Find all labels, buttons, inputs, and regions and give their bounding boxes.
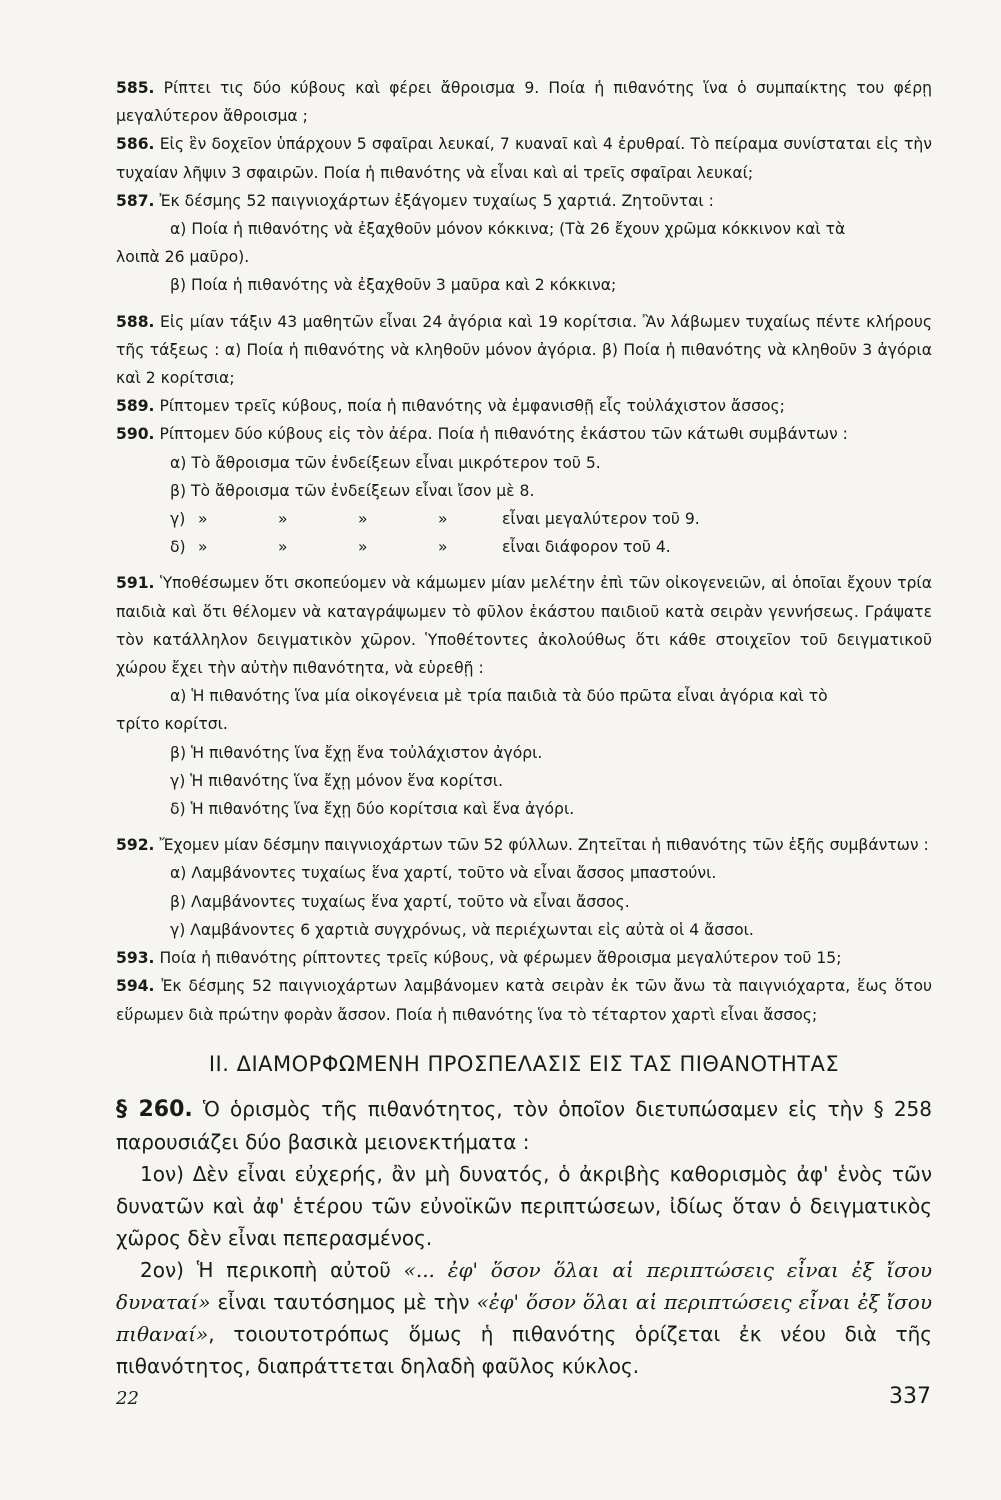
exercise-592-c: γ) Λαμβάνοντες 6 χαρτιὰ συγχρόνως, νὰ περιέχωνται εἰς αὐτὰ οἱ 4 ἄσσοι. <box>170 920 754 939</box>
exercise-591-b: β) Ἡ πιθανότης ἵνα ἔχῃ ἕνα τοὐλάχιστον ἀγόρι. <box>170 743 543 762</box>
exercise-588 <box>116 308 932 393</box>
exercise-number: 586. <box>116 135 155 154</box>
exercise-591-c: γ) Ἡ πιθανότης ἵνα ἔχῃ μόνον ἕνα κορίτσι. <box>170 771 504 790</box>
paragraph-text: 2ον) Ἡ περικοπὴ αὐτοῦ <box>140 1257 391 1282</box>
quote-italic: «... ἐφ' ὅσον ὅλαι αἱ περιπτώσεις εἶναι ἐξ ἴσου δυναταί» <box>116 1257 932 1314</box>
exercise-number: 585. <box>116 79 155 97</box>
exercise-591-d: δ) Ἡ πιθανότης ἵνα ἔχῃ δύο κορίτσια καὶ ἕνα ἀγόρι. <box>170 800 575 819</box>
text-column <box>116 74 932 1382</box>
exercise-text: Ἔχομεν μίαν δέσμην παιγνιοχάρτων τῶν 52 φύλλων. Ζητεῖται ἡ πιθανότης τῶν ἑξῆς συμβάντων : <box>159 836 929 855</box>
ditto-mark: » <box>278 510 288 529</box>
exercise-text: Ρίπτομεν δύο κύβους εἰς τὸν ἀέρα. Ποία ἡ πιθανότης ἑκάστου τῶν κάτωθι συμβάντων : <box>159 425 848 444</box>
exercise-number: 587. <box>116 191 155 210</box>
exercise-number: 588. <box>116 312 155 331</box>
exercise-589 <box>116 392 932 420</box>
exercise-number: 594. <box>116 977 155 996</box>
exercise-number: 589. <box>116 397 155 416</box>
exercise-text: Ὑποθέσωμεν ὅτι σκοπεύομεν νὰ κάμωμεν μίαν μελέτην ἐπὶ τῶν οἰκογενειῶν, αἱ ὁποῖαι ἔχουν τρία παιδιὰ καὶ ὅτι θέλομεν νὰ καταγράψωμεν τὸ φῦλον ἑκάστου παιδιοῦ κατὰ σειρὰν γεννήσεως. Γράψατε τὸν κατάλληλον δειγματικὸν χῶρον. Ὑποθέτοντες ἀκολούθως ὅτι κάθε στοιχεῖον τοῦ δειγματικοῦ χώρου ἔχει τὴν αὐτὴν πιθανότητα, νὰ εὑρεθῇ : <box>116 574 932 678</box>
exercise-text: Εἰς μίαν τάξιν 43 μαθητῶν εἶναι 24 ἀγόρια καὶ 19 κορίτσια. Ἂν λάβωμεν τυχαίως πέντε κλήρους τῆς τάξεως : α) Ποία ἡ πιθανότης νὰ κληθοῦν μόνον ἀγόρια. β) Ποία ἡ πιθανότης νὰ κληθοῦν 3 ἀγόρια καὶ 2 κορίτσια; <box>116 312 932 388</box>
item-text: εἶναι μεγαλύτερον τοῦ 9. <box>502 510 700 529</box>
ditto-mark: » <box>438 538 448 557</box>
item-label: γ) <box>170 510 186 529</box>
exercise-587 <box>116 187 932 215</box>
ditto-mark: » <box>358 510 368 529</box>
exercise-590 <box>116 420 932 448</box>
exercise-587-b: β) Ποία ἡ πιθανότης νὰ ἐξαχθοῦν 3 μαῦρα καὶ 2 κόκκινα; <box>170 276 617 295</box>
exercise-number: 592. <box>116 836 155 855</box>
paragraph-number: § 260. <box>116 1096 193 1122</box>
exercise-text: Ἐκ δέσμης 52 παιγνιοχάρτων ἐξάγομεν τυχαίως 5 χαρτιά. Ζητοῦνται : <box>159 191 714 210</box>
exercise-text: Ρίπτει τις δύο κύβους καὶ φέρει ἄθροισμα 9. Ποία ἡ πιθανότης ἵνα ὁ συμπαίκτης του φέρῃ μεγαλύτερον ἄθροισμα ; <box>116 79 932 126</box>
exercise-text: Ποία ἡ πιθανότης ρίπτοντες τρεῖς κύβους, νὰ φέρωμεν ἄθροισμα μεγαλύτερον τοῦ 15; <box>159 949 842 968</box>
exercise-590-d <box>116 533 932 561</box>
exercise-text: Εἰς ἓν δοχεῖον ὑπάρχουν 5 σφαῖραι λευκαί, 7 κυαναῖ καὶ 4 ἐρυθραί. Τὸ πείραμα συνίσταται εἰς τὴν τυχαίαν λῆψιν 3 σφαιρῶν. Ποία ἡ πιθανότης νὰ εἶναι καὶ αἱ τρεῖς σφαῖραι λευκαί; <box>116 135 932 182</box>
exercise-591-a-cont: τρίτο κορίτσι. <box>116 715 228 734</box>
ditto-mark: » <box>198 538 208 557</box>
exercise-text: Ρίπτομεν τρεῖς κύβους, ποία ἡ πιθανότης νὰ ἐμφανισθῇ εἷς τοὐλάχιστον ἄσσος; <box>159 397 785 416</box>
exercise-text: Ἐκ δέσμης 52 παιγνιοχάρτων λαμβάνομεν κατὰ σειρὰν ἐκ τῶν ἄνω τὰ παιγνιόχαρτα, ἕως ὅτου εὕρωμεν διὰ πρώτην φορὰν ἄσσον. Ποία ἡ πιθανότης ἵνα τὸ τέταρτον χαρτὶ εἶναι ἄσσος; <box>116 977 933 1024</box>
ditto-mark: » <box>278 538 288 557</box>
ditto-mark: » <box>198 510 208 529</box>
section-heading: ΙΙ. ΔΙΑΜΟΡΦΩΜΕΝΗ ΠΡΟΣΠΕΛΑΣΙΣ ΕΙΣ ΤΑΣ ΠΙΘΑΝΟΤΗΤΑΣ <box>208 1051 840 1076</box>
paragraph-text: Ὁ ὁρισμὸς τῆς πιθανότητος, τὸν ὁποῖον διετυπώσαμεν εἰς τὴν § 258 παρουσιάζει δύο βασικὰ μειονεκτήματα : <box>116 1096 933 1154</box>
item-text: εἶναι διάφορον τοῦ 4. <box>502 538 671 557</box>
exercise-number: 591. <box>116 574 155 593</box>
paragraph-text: , τοιουτοτρόπως ὅμως ἡ πιθανότης ὁρίζεται ἐκ νέου διὰ τῆς πιθανότητος, διαπράττεται δηλαδὴ φαῦλος κύκλος. <box>116 1321 932 1378</box>
exercise-number: 590. <box>116 425 155 444</box>
quote-italic: «ἐφ' ὅσον ὅλαι αἱ περιπτώσεις εἶναι ἐξ ἴσου πιθαναί» <box>116 1289 933 1346</box>
paragraph-260-point-2 <box>116 1254 932 1382</box>
exercise-590-c <box>116 505 932 533</box>
exercise-592-a: α) Λαμβάνοντες τυχαίως ἕνα χαρτί, τοῦτο νὰ εἶναι ἄσσος μπαστούνι. <box>170 864 717 883</box>
exercise-587-a-cont: λοιπὰ 26 μαῦρο). <box>116 248 250 267</box>
exercise-586 <box>116 130 932 186</box>
exercise-594 <box>116 972 932 1028</box>
exercise-593 <box>116 944 932 972</box>
ditto-mark: » <box>358 538 368 557</box>
exercise-592-b: β) Λαμβάνοντες τυχαίως ἕνα χαρτί, τοῦτο νὰ εἶναι ἄσσος. <box>170 892 630 911</box>
paragraph-text: εἶναι ταυτόσημος μὲ τὴν <box>217 1289 470 1314</box>
exercise-585 <box>116 74 932 130</box>
page-number: 337 <box>889 1384 931 1409</box>
exercise-590-b: β) Τὸ ἄθροισμα τῶν ἐνδείξεων εἶναι ἴσον μὲ 8. <box>170 481 535 500</box>
signature-mark: 22 <box>116 1388 139 1409</box>
item-label: δ) <box>170 538 186 557</box>
exercise-591-a: α) Ἡ πιθανότης ἵνα μία οἰκογένεια μὲ τρία παιδιὰ τὰ δύο πρῶτα εἶναι ἀγόρια καὶ τὸ <box>170 687 828 706</box>
paragraph-260-point-1: 1ον) Δὲν εἶναι εὐχερής, ἂν μὴ δυνατός, ὁ ἀκριβὴς καθορισμὸς ἀφ' ἑνὸς τῶν δυνατῶν καὶ ἀφ' ἑτέρου τῶν εὐνοϊκῶν περιπτώσεων, ἰδίως ὅταν ὁ δειγματικὸς χῶρος δὲν εἶναι πεπερασμένος. <box>116 1161 932 1250</box>
exercise-592 <box>116 831 932 859</box>
exercise-591 <box>116 569 932 682</box>
exercise-number: 593. <box>116 949 155 968</box>
exercise-590-a: α) Τὸ ἄθροισμα τῶν ἐνδείξεων εἶναι μικρότερον τοῦ 5. <box>170 453 601 472</box>
exercise-587-a: α) Ποία ἡ πιθανότης νὰ ἐξαχθοῦν μόνον κόκκινα; (Τὰ 26 ἔχουν χρῶμα κόκκινον καὶ τὰ <box>170 220 846 239</box>
paragraph-260-intro <box>116 1093 932 1158</box>
ditto-mark: » <box>438 510 448 529</box>
